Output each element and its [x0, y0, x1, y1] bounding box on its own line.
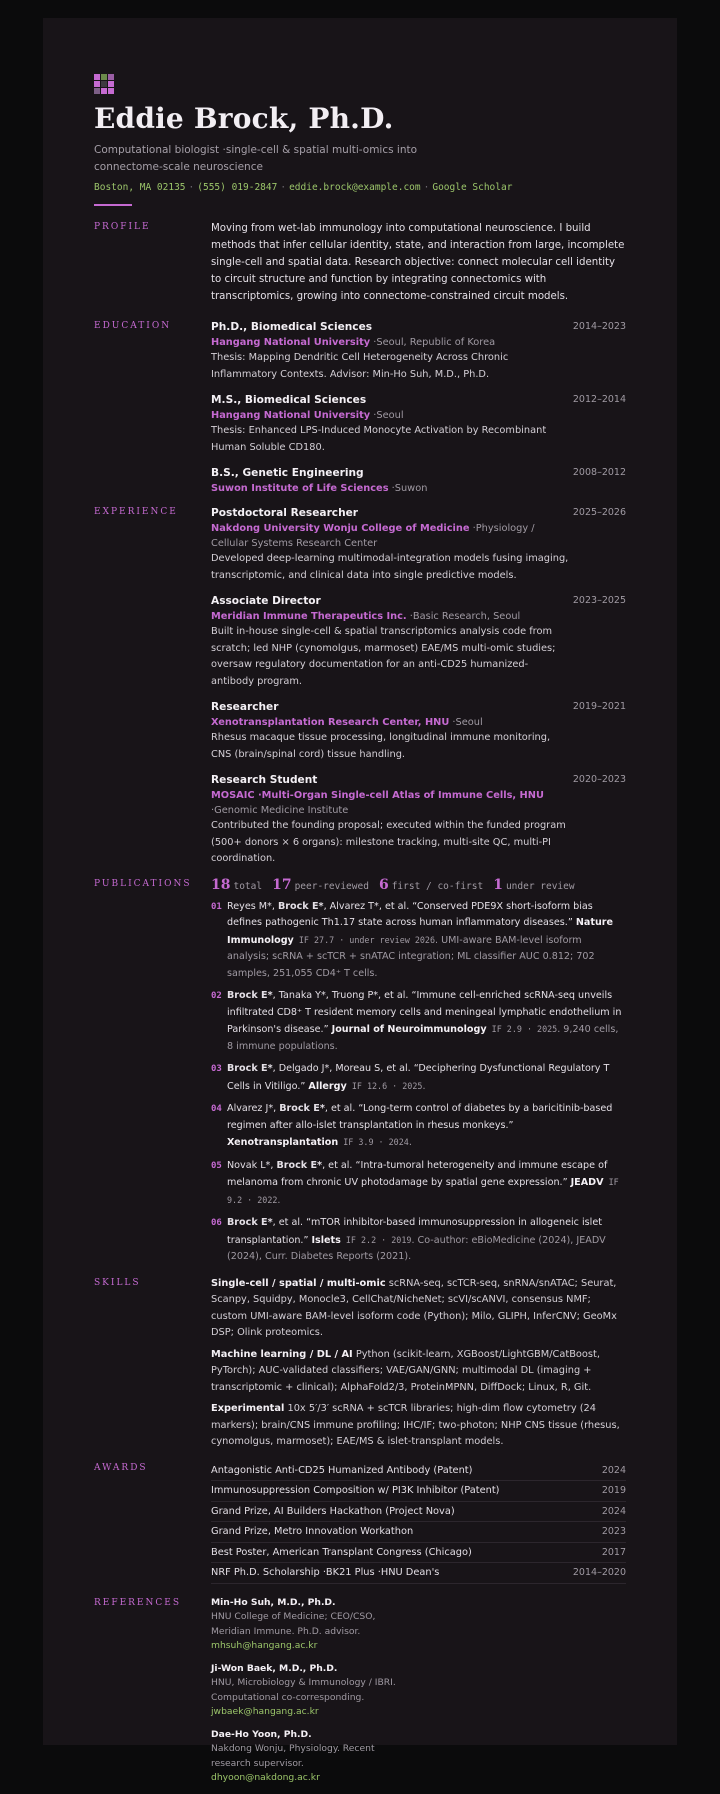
stat-label: total: [233, 880, 263, 892]
skill-group: [211, 1276, 626, 1342]
publication-number: 06: [211, 1218, 222, 1228]
publication-note: .: [422, 1080, 426, 1092]
publication-item: [211, 899, 626, 983]
organization-name: Meridian Immune Therapeutics Inc.: [211, 611, 407, 622]
reference-email[interactable]: dhyoon@nakdong.ac.kr: [211, 1772, 320, 1783]
organization-location: ·Basic Research, Seoul: [406, 611, 521, 622]
logo-square: [94, 74, 100, 80]
education-section: [94, 319, 626, 496]
author-self: Brock E*: [227, 1063, 273, 1074]
journal-name: Allergy: [308, 1080, 347, 1092]
award-row: [211, 1502, 626, 1523]
author-self: Brock E*: [276, 1159, 323, 1171]
skill-heading: Single-cell / spatial / multi-omic: [211, 1277, 386, 1289]
experience-entry: [211, 772, 626, 868]
authors-title: , Alvarez T*, et al. “Conserved PDE9X short-isoform bias defines pathogenic Th1.17 state across human inflammatory diseases.”: [227, 900, 593, 928]
publication-number: 05: [211, 1160, 222, 1171]
organization-line: [211, 609, 571, 624]
entry-dates: 2019–2021: [572, 701, 626, 712]
award-row: [211, 1481, 626, 1502]
section-label: AWARDS: [94, 1462, 148, 1473]
skill-text: scRNA-seq, scTCR-seq, snRNA/snATAC; Seurat, Scanpy, Squidpy, Monocle3, CellChat/NicheNet; scVI/scANVI, consensus NMF; custom UMI-aware BAM-level isoform code (Python); Milo, GLIPH, InferCNV; GeoMx DSP; Olink proteomics.: [211, 1277, 617, 1338]
skills-list: [211, 1276, 626, 1451]
section-label: SKILLS: [94, 1277, 141, 1288]
stat-label: peer-reviewed: [294, 880, 369, 892]
candidate-name: Eddie Brock, Ph.D.: [94, 102, 394, 135]
skill-text: Python (scikit-learn, XGBoost/LightGBM/CatBoost, PyTorch); AUC-validated classifiers; VAE/GAN/GNN; multimodal DL (imaging + transcriptomic + clinical); AlphaFold2/3, ProteinMPNN, DiffDock; Linux, R, Git.: [211, 1348, 600, 1393]
logo-grid-icon: [94, 74, 114, 94]
reference-name: Ji-Won Baek, M.D., Ph.D.: [211, 1662, 338, 1674]
stat-number: 1: [493, 876, 503, 893]
award-year: 2024: [601, 1505, 626, 1517]
job-title: Associate Director: [211, 595, 321, 607]
section-label: EDUCATION: [94, 321, 172, 331]
experience-detail: Built in-house single-cell & spatial transcriptomics analysis code from scratch; led NHP (cynomolgus, marmoset) EAE/MS multi-omic studies; oversaw regulatory documentation for an anti-CD25 humanized-antibody program.: [211, 626, 556, 687]
experience-detail: Rhesus macaque tissue processing, longitudinal immune monitoring, CNS (brain/spinal cord) tissue handling.: [211, 732, 551, 760]
publication-citation: [227, 1101, 625, 1152]
author-self: Brock E*: [227, 990, 273, 1001]
reference-email[interactable]: jwbaek@hangang.ac.kr: [211, 1706, 319, 1717]
organization-line: [211, 788, 571, 818]
experience-detail: Developed deep-learning multimodal-integration models fusing imaging, transcriptomic, and clinical data into single predictive models.: [211, 553, 569, 581]
publication-item: [211, 988, 626, 1055]
reference-description: HNU, Microbiology & Immunology / IBRI. Computational co-corresponding.: [211, 1677, 396, 1703]
tagline: Computational biologist ·single-cell & spatial multi-omics into connectome-scale neuroscience: [94, 144, 418, 173]
school-location: ·Suwon: [388, 483, 428, 494]
author-self: Brock E*: [277, 900, 324, 912]
award-year: 2024: [601, 1464, 626, 1476]
award-name: Immunosuppression Composition w/ PI3K Inhibitor (Patent): [211, 1485, 500, 1496]
logo-square: [94, 88, 100, 94]
section-label: PUBLICATIONS: [94, 878, 192, 889]
reference-description: Nakdong Wonju, Physiology. Recent research supervisor.: [211, 1743, 375, 1769]
stat-label: under review: [505, 880, 575, 892]
degree-title: M.S., Biomedical Sciences: [211, 394, 367, 406]
publication-note: . 9,240 cells, 8 immune populations.: [227, 1024, 619, 1052]
education-entry: [211, 319, 626, 383]
journal-name: Islets: [311, 1234, 341, 1246]
entry-dates: 2014–2023: [572, 321, 626, 332]
authors-before: Alvarez J*,: [227, 1103, 280, 1114]
organization-location: ·Genomic Medicine Institute: [211, 805, 349, 816]
award-year: 2017: [601, 1546, 626, 1558]
reference-card: [211, 1728, 421, 1786]
stat-label: first / co-first: [391, 880, 484, 892]
resume-page: [43, 18, 677, 1783]
awards-list: [211, 1461, 626, 1584]
reference-name: Min-Ho Suh, M.D., Ph.D.: [211, 1596, 336, 1608]
publication-number: 01: [211, 901, 222, 912]
school-line: [211, 335, 571, 350]
logo-square: [108, 74, 114, 80]
award-row: [211, 1563, 626, 1584]
authors-before: Reyes M*,: [227, 900, 278, 912]
impact-factor: IF 27.7 · under review 2026: [293, 934, 436, 945]
experience-section: [94, 505, 626, 868]
logo-square: [108, 81, 114, 87]
degree-title: B.S., Genetic Engineering: [211, 467, 364, 479]
impact-factor: IF 9.2 · 2022: [227, 1177, 619, 1205]
award-name: NRF Ph.D. Scholarship ·BK21 Plus ·HNU Dean's: [211, 1567, 440, 1578]
contact-address: Boston, MA 02135: [94, 182, 186, 193]
entry-dates: 2008–2012: [572, 467, 626, 478]
logo-square: [94, 81, 100, 87]
entry-header: [211, 699, 626, 715]
skill-group: [211, 1401, 626, 1451]
organization-location: ·Physiology / Cellular Systems Research Center: [211, 523, 535, 549]
job-title: Postdoctoral Researcher: [211, 507, 359, 519]
contact-line: Boston, MA 02135 · (555) 019-2847 · eddie.brock@example.com · Google Scholar: [94, 182, 513, 193]
school-name: Hangang National University: [211, 337, 371, 348]
award-name: Antagonistic Anti-CD25 Humanized Antibody (Patent): [211, 1464, 473, 1476]
skill-text: 10x 5′/3′ scRNA + scTCR libraries; high-dim flow cytometry (24 markers); brain/CNS immune profiling; IHC/IF; two-photon; NHP CNS tissue (rhesus, cynomolgus, marmoset); EAE/MS & islet-transplant models.: [211, 1403, 620, 1447]
school-name: Hangang National University: [211, 410, 371, 421]
skill-heading: Experimental: [211, 1403, 285, 1414]
section-label: PROFILE: [94, 222, 151, 232]
award-year: 2019: [601, 1485, 626, 1496]
publication-stats: [211, 877, 626, 893]
authors-title: , et al. “Intra-tumoral heterogeneity and immune escape of melanoma from chronic UV photodamage by spatial gene expression.”: [227, 1159, 608, 1188]
contact-email[interactable]: eddie.brock@example.com: [289, 182, 421, 193]
publication-item: [211, 1215, 626, 1266]
publication-item: [211, 1061, 626, 1095]
publication-citation: [227, 1158, 625, 1210]
experience-entry: [211, 699, 626, 763]
entry-header: [211, 319, 626, 335]
skill-heading: Machine learning / DL / AI: [211, 1348, 353, 1360]
references-list: [211, 1596, 626, 1794]
skill-group: [211, 1347, 626, 1397]
award-year: 2014–2020: [572, 1567, 626, 1578]
logo-square: [101, 74, 107, 80]
publication-item: [211, 1158, 626, 1210]
publications-section: [94, 877, 626, 1266]
section-label: REFERENCES: [94, 1597, 182, 1608]
journal-name: Journal of Neuroimmunology: [331, 1024, 487, 1035]
impact-factor: IF 3.9 · 2024: [338, 1137, 409, 1147]
publication-number: 02: [211, 991, 222, 1001]
authors-title: , et al. “Long-term control of diabetes by a baricitinib-based regimen after allo-islet transplantation in rhesus monkeys.”: [227, 1103, 613, 1131]
reference-card: [211, 1662, 421, 1720]
entry-header: [211, 772, 626, 788]
school-line: [211, 408, 571, 423]
publication-citation: [227, 1215, 625, 1266]
award-row: [211, 1543, 626, 1564]
publication-note: . Co-author: eBioMedicine (2024), JEADV (2024), Curr. Diabetes Reports (2021).: [227, 1234, 606, 1262]
entry-dates: 2023–2025: [572, 595, 626, 606]
reference-description: HNU College of Medicine; CEO/CSO, Meridian Immune. Ph.D. advisor.: [211, 1611, 376, 1637]
publication-note: .: [408, 1137, 412, 1148]
entry-header: [211, 593, 626, 609]
organization-line: [211, 521, 571, 551]
logo-square: [101, 88, 107, 94]
impact-factor: IF 2.2 · 2019: [340, 1234, 412, 1245]
organization-line: [211, 715, 571, 730]
education-detail: Thesis: Enhanced LPS-Induced Monocyte Activation by Recombinant Human Soluble CD180.: [211, 425, 547, 453]
award-year: 2023: [601, 1526, 626, 1537]
education-list: [211, 319, 626, 496]
education-entry: [211, 465, 626, 496]
experience-entry: [211, 505, 626, 584]
award-row: [211, 1461, 626, 1482]
journal-name: Nature Immunology: [227, 917, 614, 946]
organization-name: MOSAIC ·Multi-Organ Single-cell Atlas of Immune Cells, HNU: [211, 790, 544, 801]
profile-section: [94, 220, 626, 305]
entry-dates: 2012–2014: [572, 394, 626, 405]
job-title: Researcher: [211, 701, 279, 713]
accent-divider: [94, 204, 132, 206]
google-scholar-link[interactable]: Google Scholar: [432, 182, 513, 193]
resume-content: [94, 74, 626, 1794]
publication-item: [211, 1101, 626, 1152]
references-section: [94, 1596, 626, 1794]
publication-citation: [227, 988, 625, 1055]
reference-name: Dae-Ho Yoon, Ph.D.: [211, 1728, 312, 1740]
award-row: [211, 1522, 626, 1543]
publication-citation: [227, 899, 625, 983]
publication-note: . UMI-aware BAM-level isoform analysis; scRNA + scTCR + snATAC integration; ML classifier AUC 0.812; 702 samples, 251,055 CD4⁺ T cells.: [227, 934, 595, 979]
reference-card: [211, 1596, 421, 1654]
school-location: ·Seoul: [370, 410, 404, 421]
logo-square: [108, 88, 114, 94]
journal-name: Xenotransplantation: [227, 1137, 339, 1148]
awards-section: [94, 1461, 626, 1584]
impact-factor: IF 12.6 · 2025: [346, 1080, 423, 1091]
author-self: Brock E*: [279, 1103, 325, 1114]
section-label: EXPERIENCE: [94, 507, 178, 517]
organization-location: ·Seoul: [449, 717, 483, 728]
publication-list: [211, 899, 626, 1266]
job-title: Research Student: [211, 774, 318, 786]
authors-title: , Tanaka Y*, Truong P*, et al. “Immune cell-enriched scRNA-seq unveils infiltrated CD8⁺ T resident memory cells and meningeal lymphatic endothelium in Parkinson's disease.”: [227, 990, 622, 1035]
experience-entry: [211, 593, 626, 690]
publication-citation: [227, 1061, 625, 1095]
publication-number: 03: [211, 1064, 222, 1074]
stat-number: 6: [378, 876, 389, 893]
contact-phone[interactable]: (555) 019-2847: [197, 182, 278, 193]
authors-title: , Delgado J*, Moreau S, et al. “Deciphering Dysfunctional Regulatory T Cells in Vitiligo.”: [227, 1063, 610, 1092]
publication-note: .: [277, 1194, 281, 1206]
school-name: Suwon Institute of Life Sciences: [211, 483, 389, 494]
authors-title: , et al. “mTOR inhibitor-based immunosuppression in allogeneic islet transplantation.”: [227, 1217, 602, 1246]
journal-name: JEADV: [570, 1177, 604, 1188]
author-self: Brock E*: [227, 1217, 273, 1228]
organization-name: Nakdong University Wonju College of Medicine: [211, 523, 470, 534]
entry-dates: 2020–2023: [572, 774, 626, 785]
education-entry: [211, 392, 626, 456]
entry-dates: 2025–2026: [572, 507, 626, 518]
award-name: Grand Prize, Metro Innovation Workathon: [211, 1526, 414, 1537]
entry-header: [211, 505, 626, 521]
authors-before: Novak L*,: [227, 1159, 277, 1171]
reference-email[interactable]: mhsuh@hangang.ac.kr: [211, 1640, 318, 1651]
impact-factor: IF 2.9 · 2025: [486, 1024, 558, 1034]
profile-text: Moving from wet-lab immunology into computational neuroscience. I build methods that infer cellular identity, state, and interaction from large, incomplete single-cell and spatial data. Research objective: connect molecular cell identity to circuit structure and function by integrating connectomics with transcriptomics, growing into connectome-constrained circuit models.: [211, 223, 625, 302]
organization-name: Xenotransplantation Research Center, HNU: [211, 717, 450, 728]
logo-square: [101, 81, 107, 87]
experience-detail: Contributed the founding proposal; executed within the funded program (500+ donors × 6 organs): milestone tracking, multi-site QC, multi-PI coordination.: [211, 820, 566, 864]
entry-header: [211, 465, 626, 481]
school-line: [211, 481, 571, 496]
stat-number: 18: [211, 876, 231, 893]
education-detail: Thesis: Mapping Dendritic Cell Heterogeneity Across Chronic Inflammatory Contexts. Advisor: Min-Ho Suh, M.D., Ph.D.: [211, 352, 509, 380]
skills-section: [94, 1276, 626, 1451]
publication-number: 04: [211, 1104, 222, 1114]
experience-list: [211, 505, 626, 868]
award-name: Grand Prize, AI Builders Hackathon (Project Nova): [211, 1505, 455, 1517]
entry-header: [211, 392, 626, 408]
school-location: ·Seoul, Republic of Korea: [370, 337, 496, 348]
award-name: Best Poster, American Transplant Congress (Chicago): [211, 1546, 472, 1558]
degree-title: Ph.D., Biomedical Sciences: [211, 321, 373, 333]
stat-number: 17: [272, 876, 292, 893]
